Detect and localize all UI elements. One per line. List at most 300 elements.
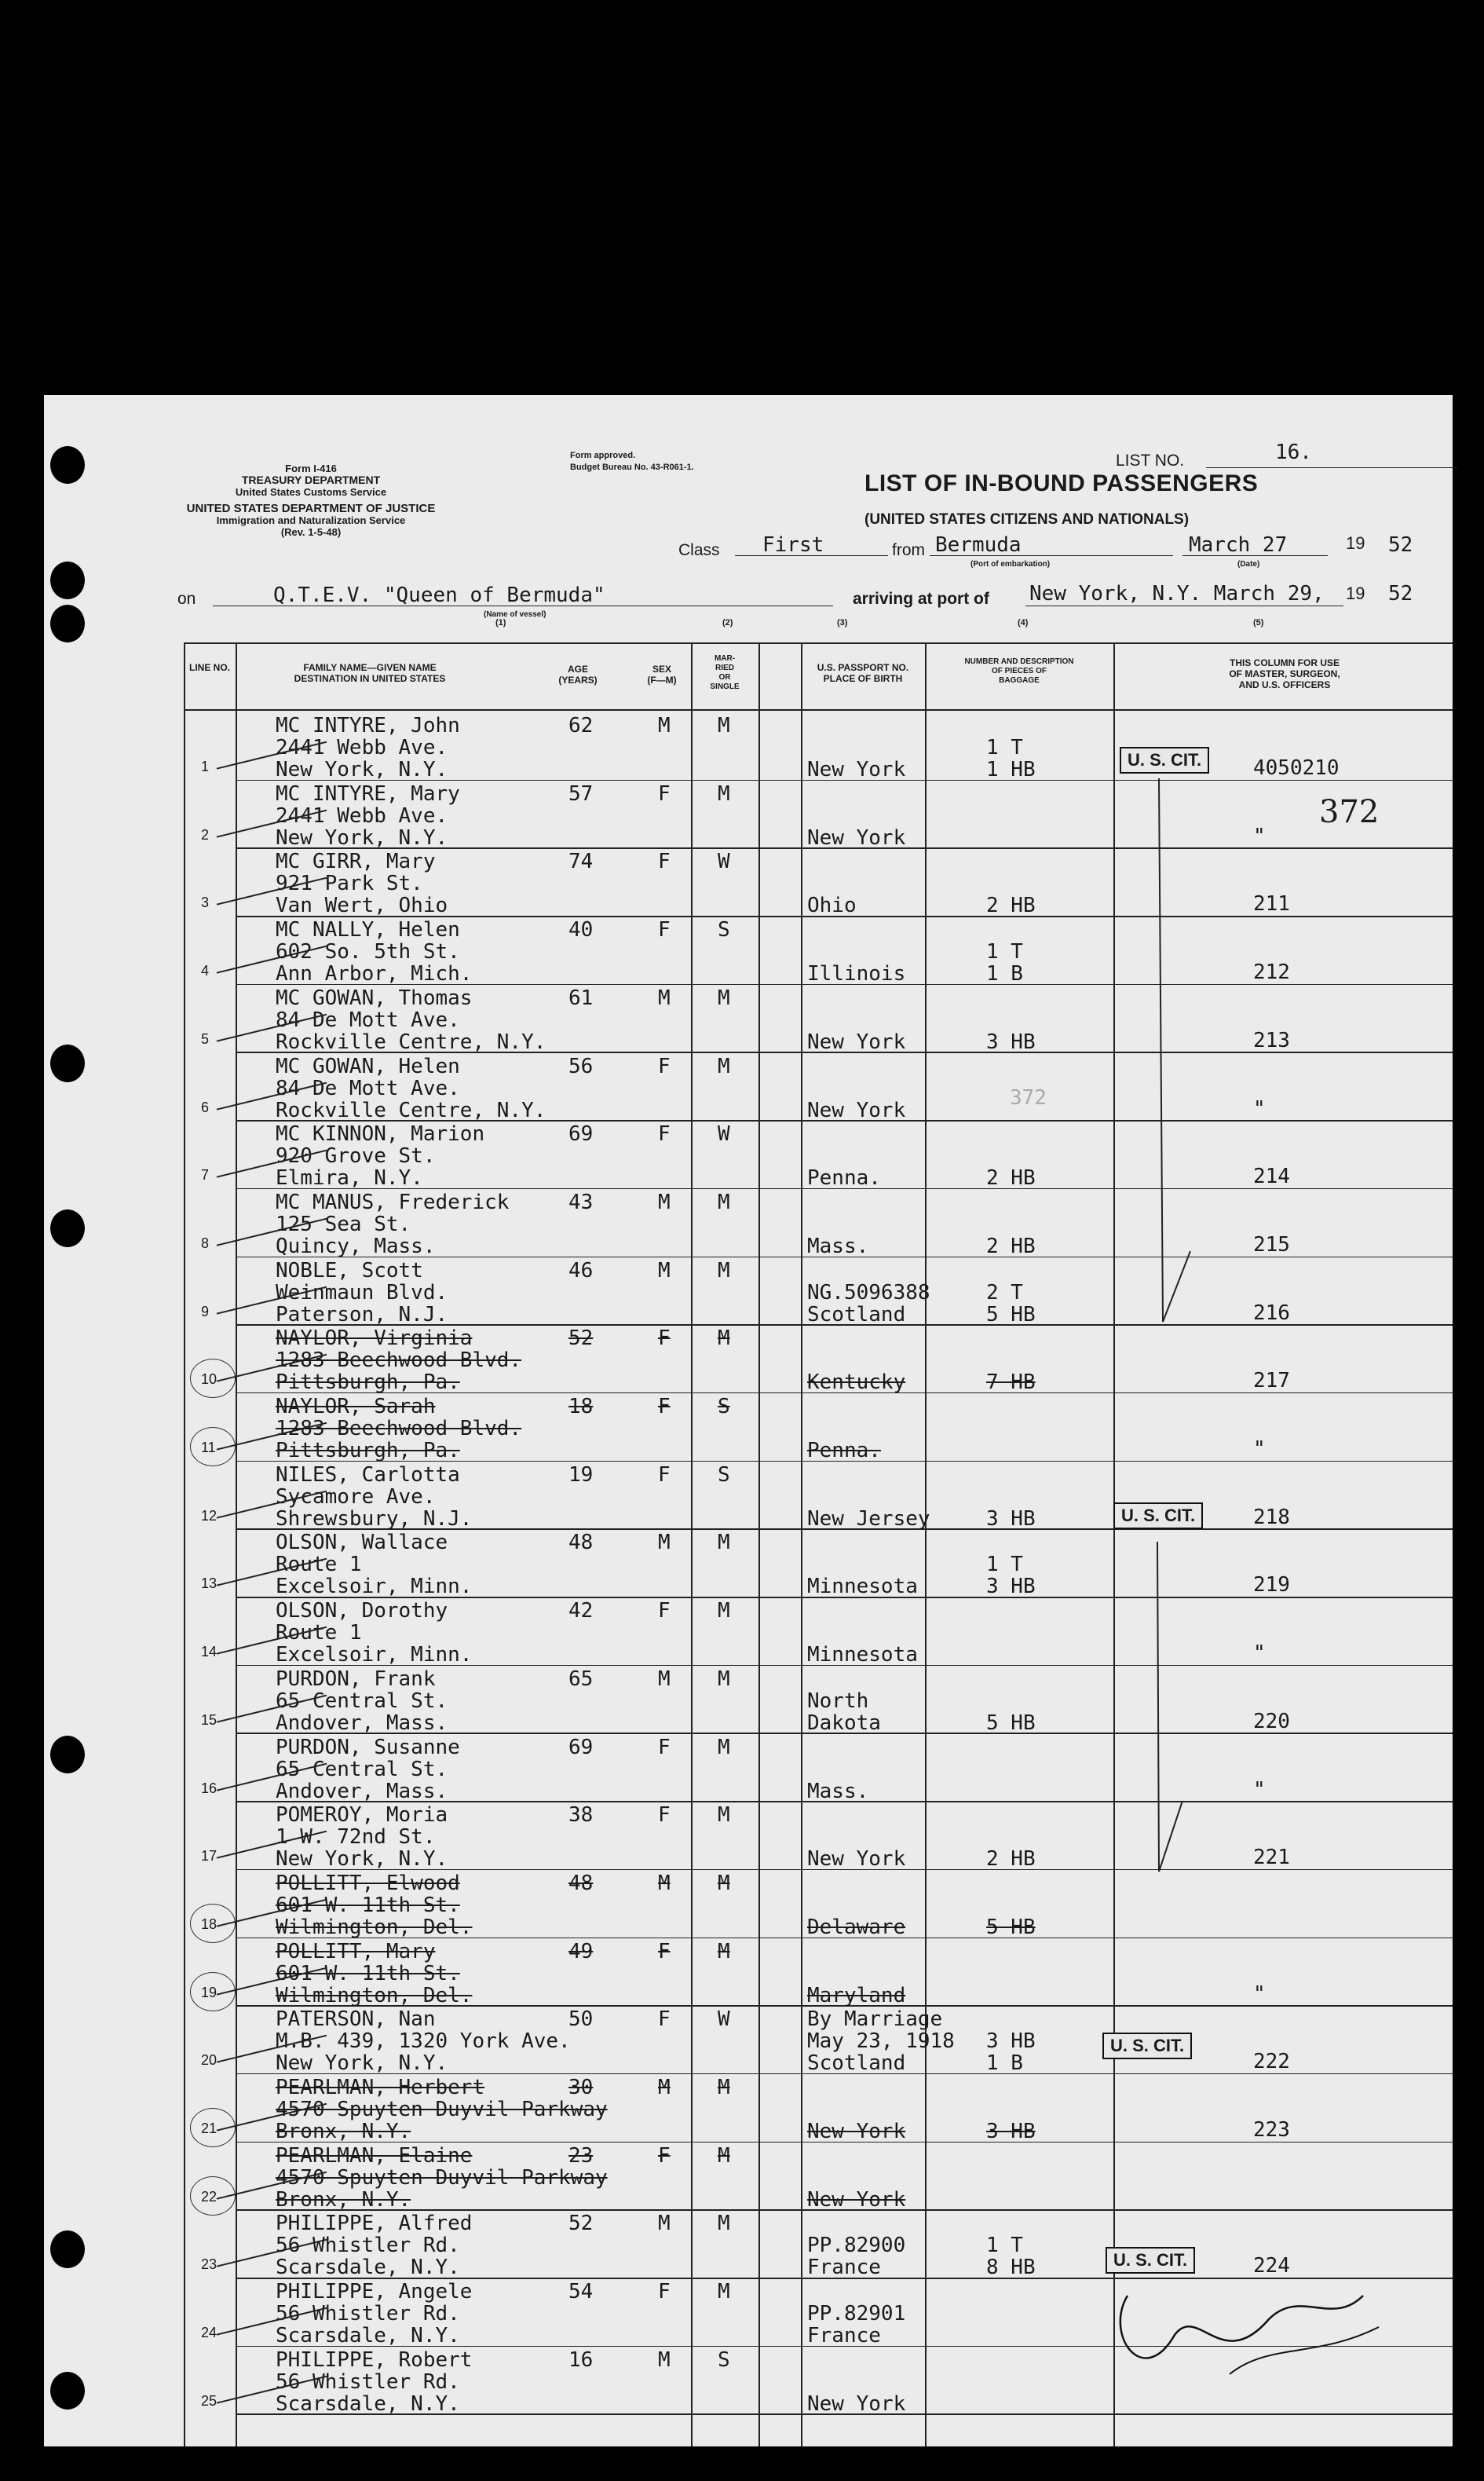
passenger-name-line: Pittsburgh, Pa. (276, 1439, 460, 1462)
sex-cell: F (658, 1939, 671, 1963)
passenger-name-line: 921 Park St. (276, 872, 423, 896)
marital-cell: M (718, 714, 730, 737)
officer-number: 211 (1253, 892, 1290, 917)
col-number: (4) (1018, 618, 1029, 628)
sex-cell: F (658, 1735, 671, 1759)
table-row (44, 1462, 1453, 1531)
line-number: 6 (201, 1099, 210, 1115)
row-tick-mark (209, 2075, 350, 2143)
handwritten-number: 372 (1319, 794, 1380, 830)
passenger-name-line: PEARLMAN, Herbert (276, 2076, 485, 2099)
marital-cell: M (718, 1054, 730, 1078)
row-tick-mark (209, 1190, 350, 1258)
faint-number: 372 (1010, 1086, 1047, 1110)
marital-cell: M (718, 2212, 730, 2236)
table-row (44, 1054, 1453, 1122)
birthplace-line: By Marriage (807, 2007, 943, 2032)
marital-cell: W (718, 2007, 730, 2032)
sex-cell: M (658, 986, 671, 1010)
baggage-line: 2 HB (986, 1847, 1036, 1872)
marital-cell: M (718, 1667, 730, 1691)
sex-cell: F (658, 918, 671, 942)
line-number: 21 (201, 2121, 217, 2136)
passenger-name-line: Weinmaun Blvd. (276, 1280, 448, 1305)
birthplace-line: Mass. (807, 1234, 869, 1258)
baggage-line: 1 T (986, 940, 1023, 964)
col-header-officers: THIS COLUMN FOR USE OF MASTER, SURGEON, AND U.S. OFFICERS (1229, 657, 1340, 690)
binder-hole (50, 1045, 85, 1082)
officer-number: 214 (1253, 1165, 1290, 1189)
sex-cell: F (658, 2280, 671, 2304)
page-title: LIST OF IN-BOUND PASSENGERS (864, 470, 1259, 496)
birthplace-line: New York (807, 2391, 906, 2416)
birthplace-line: New Jersey (807, 1506, 930, 1531)
passenger-name-line: 1 W. 72nd St. (276, 1825, 436, 1850)
baggage-line: 1 T (986, 736, 1023, 759)
table-row (44, 1258, 1453, 1326)
col-header-sex: SEX (F—M) (647, 664, 677, 686)
officer-number: 219 (1253, 1573, 1290, 1597)
col-header-name: FAMILY NAME—GIVEN NAME DESTINATION IN UNITED STATES (294, 662, 446, 684)
form-line: TREASURY DEPARTMENT (241, 474, 381, 486)
sex-cell: F (658, 1326, 671, 1351)
passenger-name-line: POLLITT, Mary (276, 1939, 436, 1963)
row-tick-mark (209, 1394, 350, 1462)
passenger-name-line: POLLITT, Elwood (276, 1871, 460, 1895)
birthplace-line: Penna. (807, 1166, 881, 1191)
passenger-name-line: MC KINNON, Marion (276, 1122, 485, 1147)
passenger-name-line: Bronx, N.Y. (276, 2120, 411, 2143)
passenger-name-line: Scarsdale, N.Y. (276, 2391, 460, 2416)
marital-cell: M (718, 781, 730, 806)
age-cell: 48 (568, 1871, 594, 1895)
passenger-name-line: New York, N.Y. (276, 825, 448, 850)
marital-cell: S (718, 918, 730, 942)
passenger-name-line: MC NALLY, Helen (276, 918, 460, 942)
passenger-name-line: PURDON, Frank (276, 1667, 436, 1691)
baggage-line: 3 HB (986, 2029, 1036, 2054)
col-header-passport: U.S. PASSPORT NO. PLACE OF BIRTH (817, 662, 909, 684)
birthplace-line: New York (807, 758, 906, 781)
marital-cell: M (718, 986, 730, 1010)
col-number: (2) (722, 618, 733, 628)
passenger-name-line: Paterson, N.J. (276, 1302, 448, 1326)
row-tick-mark (209, 1122, 350, 1190)
passenger-name-line: New York, N.Y. (276, 1847, 448, 1872)
table-row (44, 1735, 1453, 1803)
marital-cell: W (718, 1122, 730, 1147)
on-label: on (177, 590, 196, 608)
year-value-1: 52 (1388, 533, 1413, 557)
marital-cell: M (718, 1803, 730, 1828)
birthplace-line: Scotland (807, 1302, 906, 1326)
birthplace-line: New York (807, 1030, 906, 1054)
officer-number: 215 (1253, 1232, 1290, 1257)
table-row (44, 986, 1453, 1054)
age-cell: 43 (568, 1190, 594, 1214)
line-number: 19 (201, 1984, 217, 2000)
sex-cell: M (658, 2347, 671, 2372)
form-approved-line: Budget Bureau No. 43-R061-1. (570, 463, 694, 472)
line-number: 20 (201, 2052, 217, 2069)
page-subtitle: (UNITED STATES CITIZENS AND NATIONALS) (864, 511, 1190, 528)
age-cell: 19 (568, 1462, 594, 1487)
birthplace-line: Mass. (807, 1779, 869, 1803)
table-row (44, 1530, 1453, 1598)
sex-cell: M (658, 1871, 671, 1895)
us-citizen-stamp: U. S. CIT. (1106, 2247, 1195, 2274)
sex-cell: F (658, 2143, 671, 2168)
line-number: 1 (201, 759, 210, 774)
passenger-name-line: MC MANUS, Frederick (276, 1190, 510, 1214)
table-row (44, 1326, 1453, 1394)
age-cell: 62 (568, 714, 594, 737)
list-no-label: LIST NO. (1116, 452, 1185, 470)
year-value-2: 52 (1388, 582, 1413, 606)
age-cell: 49 (568, 1939, 594, 1963)
sex-cell: F (658, 850, 671, 874)
marital-cell: M (718, 1735, 730, 1759)
line-number: 24 (201, 2325, 217, 2341)
port-caption: (Port of embarkation) (970, 560, 1051, 569)
sex-cell: F (658, 781, 671, 806)
line-number: 5 (201, 1030, 210, 1047)
table-header-border (184, 709, 1453, 711)
officer-number: 216 (1253, 1301, 1290, 1325)
sex-cell: F (658, 1122, 671, 1147)
passenger-name-line: Andover, Mass. (276, 1711, 448, 1735)
arrival-port-date: New York, N.Y. March 29, (1029, 582, 1325, 606)
sex-cell: F (658, 1803, 671, 1828)
passenger-name-line: MC INTYRE, Mary (276, 781, 460, 806)
officer-number: 220 (1253, 1709, 1290, 1733)
line-number: 8 (201, 1235, 210, 1251)
passenger-name-line: 920 Grove St. (276, 1144, 436, 1169)
passenger-name-line: Excelsoir, Minn. (276, 1643, 473, 1667)
passenger-name-line: Rockville Centre, N.Y. (276, 1098, 546, 1122)
passenger-name-line: MC INTYRE, John (276, 714, 460, 737)
line-number: 22 (201, 2188, 217, 2205)
col-header-age: AGE (YEARS) (558, 664, 598, 686)
passenger-name-line: M.B. 439, 1320 York Ave. (276, 2029, 571, 2054)
birthplace-line: Illinois (807, 962, 906, 986)
table-row (44, 849, 1453, 917)
row-tick-mark (209, 2347, 350, 2416)
birthplace-line: NG.5096388 (807, 1280, 930, 1305)
passenger-name-line: 4570 Spuyten Duyvil Parkway (276, 2165, 608, 2190)
col-number: (5) (1253, 618, 1264, 628)
passenger-name-line: PATERSON, Nan (276, 2007, 436, 2032)
birthplace-line: New York (807, 2187, 906, 2212)
from-value: Bermuda (935, 533, 1022, 557)
age-cell: 57 (568, 781, 594, 806)
passenger-name-line: OLSON, Dorothy (276, 1599, 448, 1623)
year-prefix-2: 19 (1346, 584, 1365, 603)
passenger-name-line: 56 Whistler Rd. (276, 2369, 460, 2394)
table-row (44, 2143, 1453, 2212)
table-row (44, 1122, 1453, 1190)
passenger-name-line: Elmira, N.Y. (276, 1166, 423, 1191)
form-line: Form I-416 (285, 463, 337, 474)
passenger-name-line: Route 1 (276, 1621, 362, 1645)
officer-number: 218 (1253, 1505, 1290, 1529)
passenger-name-line: POMEROY, Moria (276, 1803, 448, 1828)
col-header-baggage: NUMBER AND DESCRIPTION OF PIECES OF BAGGAGE (964, 657, 1074, 685)
age-cell: 74 (568, 850, 594, 874)
date-value: March 27 (1189, 533, 1288, 557)
passenger-name-line: PHILIPPE, Angele (276, 2280, 473, 2304)
line-number: 16 (201, 1780, 217, 1796)
us-citizen-stamp: U. S. CIT. (1102, 2033, 1192, 2059)
table-row (44, 713, 1453, 781)
sex-cell: M (658, 714, 671, 737)
birthplace-line: PP.82900 (807, 2234, 906, 2258)
col-number: (1) (495, 618, 506, 628)
passenger-name-line: Wilmington, Del. (276, 1983, 473, 2007)
passenger-name-line: MC GIRR, Mary (276, 850, 436, 874)
from-label: from (892, 541, 925, 559)
passenger-name-line: Scarsdale, N.Y. (276, 2256, 460, 2280)
line-number: 25 (201, 2392, 217, 2409)
line-number: 3 (201, 895, 210, 911)
row-tick-mark (209, 917, 350, 986)
marital-cell: M (718, 1258, 730, 1283)
officer-number: 212 (1253, 961, 1290, 985)
line-number: 14 (201, 1644, 217, 1660)
passenger-name-line: MC GOWAN, Thomas (276, 986, 473, 1010)
table-row (44, 2211, 1453, 2279)
row-tick-mark (209, 2279, 350, 2347)
passenger-name-line: OLSON, Wallace (276, 1531, 448, 1555)
birthplace-line: France (807, 2324, 881, 2348)
date-caption: (Date) (1237, 560, 1260, 569)
marital-cell: S (718, 2347, 730, 2372)
sex-cell: F (658, 2007, 671, 2032)
passenger-name-line: 56 Whistler Rd. (276, 2302, 460, 2326)
marital-cell: M (718, 2143, 730, 2168)
sex-cell: F (658, 1462, 671, 1487)
passenger-name-line: Pittsburgh, Pa. (276, 1370, 460, 1395)
age-cell: 65 (568, 1667, 594, 1691)
row-tick-mark (209, 2211, 350, 2279)
birthplace-line: Delaware (807, 1915, 906, 1939)
line-number: 11 (201, 1440, 216, 1455)
passenger-name-line: 602 So. 5th St. (276, 940, 460, 964)
age-cell: 52 (568, 2212, 594, 2236)
age-cell: 38 (568, 1803, 594, 1828)
baggage-line: 5 HB (986, 1915, 1036, 1939)
passenger-name-line: NAYLOR, Virginia (276, 1326, 473, 1351)
binder-hole (50, 2372, 85, 2410)
birthplace-line: Minnesota (807, 1643, 918, 1667)
row-tick-mark (209, 1054, 350, 1122)
list-no-underline (1206, 467, 1457, 468)
passenger-name-line: Wilmington, Del. (276, 1915, 473, 1939)
birthplace-line: New York (807, 1847, 906, 1872)
us-citizen-stamp: U. S. CIT. (1113, 1502, 1203, 1529)
officer-number: " (1253, 1096, 1266, 1121)
binder-hole (50, 1736, 85, 1773)
row-tick-mark (209, 1258, 350, 1326)
passenger-name-line: NAYLOR, Sarah (276, 1395, 436, 1418)
binder-hole (50, 446, 85, 484)
vessel-caption: (Name of vessel) (484, 610, 546, 619)
officer-number: " (1253, 1437, 1266, 1461)
birthplace-line: Maryland (807, 1983, 906, 2007)
baggage-line: 2 HB (986, 1234, 1036, 1258)
passenger-name-line: 601 W. 11th St. (276, 1961, 460, 1985)
passenger-name-line: NOBLE, Scott (276, 1258, 423, 1283)
passenger-name-line: Quincy, Mass. (276, 1234, 436, 1258)
passenger-name-line: 1283 Beechwood Blvd. (276, 1417, 522, 1440)
birthplace-line: New York (807, 825, 906, 850)
col-header-line: LINE NO. (188, 662, 230, 673)
birthplace-line: Dakota (807, 1711, 881, 1735)
row-tick-mark (209, 1530, 350, 1598)
passenger-name-line: New York, N.Y. (276, 758, 448, 781)
baggage-line: 2 HB (986, 894, 1036, 918)
binder-hole (50, 605, 85, 642)
passenger-name-line: Ann Arbor, Mich. (276, 962, 473, 986)
year-prefix-1: 19 (1346, 533, 1365, 553)
binder-hole (50, 1209, 85, 1247)
baggage-line: 7 HB (986, 1370, 1036, 1395)
officer-number: 217 (1253, 1369, 1290, 1393)
marital-cell: M (718, 1871, 730, 1895)
manifest-page (44, 395, 1453, 2446)
marital-cell: S (718, 1462, 730, 1487)
marital-cell: M (718, 1326, 730, 1351)
passenger-name-line: 65 Central St. (276, 1689, 448, 1713)
officer-number: 4050210 (1253, 756, 1340, 780)
age-cell: 16 (568, 2347, 594, 2372)
baggage-line: 2 T (986, 1280, 1023, 1305)
baggage-line: 1 B (986, 962, 1023, 986)
passenger-name-line: 2441 Webb Ave. (276, 803, 448, 828)
vessel-name: Q.T.E.V. "Queen of Bermuda" (273, 584, 605, 607)
sex-cell: F (658, 1599, 671, 1623)
baggage-line: 1 T (986, 2234, 1023, 2258)
passenger-name-line: 84 De Mott Ave. (276, 1076, 460, 1100)
arriving-label: arriving at port of (853, 590, 989, 608)
row-tick-mark (209, 713, 350, 781)
row-tick-mark (209, 1735, 350, 1803)
form-line: (Rev. 1-5-48) (280, 526, 342, 538)
passenger-name-line: 4570 Spuyten Duyvil Parkway (276, 2098, 608, 2121)
sex-cell: F (658, 1395, 671, 1418)
row-tick-mark (209, 2007, 350, 2075)
age-cell: 42 (568, 1599, 594, 1623)
sex-cell: M (658, 1258, 671, 1283)
line-number: 7 (201, 1167, 210, 1184)
passenger-name-line: 56 Whistler Rd. (276, 2234, 460, 2258)
passenger-name-line: Rockville Centre, N.Y. (276, 1030, 546, 1054)
passenger-name-line: Bronx, N.Y. (276, 2187, 411, 2212)
officer-number: 213 (1253, 1028, 1290, 1052)
passenger-name-line: 84 De Mott Ave. (276, 1008, 460, 1032)
table-row (44, 1598, 1453, 1667)
birthplace-line: Kentucky (807, 1370, 906, 1395)
baggage-line: 3 HB (986, 1506, 1036, 1531)
age-cell: 69 (568, 1735, 594, 1759)
birthplace-line: France (807, 2256, 881, 2280)
table-row (44, 781, 1453, 850)
passenger-name-line: MC GOWAN, Helen (276, 1054, 460, 1078)
age-cell: 54 (568, 2280, 594, 2304)
line-number: 13 (201, 1575, 217, 1592)
officer-number: " (1253, 1982, 1266, 2006)
line-number: 9 (201, 1303, 210, 1319)
table-row (44, 1667, 1453, 1735)
birthplace-line: Ohio (807, 894, 857, 918)
row-tick-mark (209, 986, 350, 1054)
passenger-name-line: 1283 Beechwood Blvd. (276, 1348, 522, 1373)
baggage-line: 1 HB (986, 758, 1036, 781)
form-agency-block (177, 463, 444, 538)
age-cell: 18 (568, 1395, 594, 1418)
passenger-name-line: Excelsoir, Minn. (276, 1575, 473, 1599)
row-tick-mark (209, 849, 350, 917)
class-label: Class (678, 541, 720, 559)
table-row (44, 2007, 1453, 2075)
sex-cell: M (658, 1667, 671, 1691)
officer-number: " (1253, 1777, 1266, 1802)
birthplace-line: Scotland (807, 2051, 906, 2076)
birthplace-line: New York (807, 1098, 906, 1122)
passenger-name-line: PHILIPPE, Robert (276, 2347, 473, 2372)
sex-cell: M (658, 1531, 671, 1555)
form-approved-block (570, 450, 821, 474)
marital-cell: M (718, 2076, 730, 2099)
age-cell: 46 (568, 1258, 594, 1283)
age-cell: 69 (568, 1122, 594, 1147)
passenger-name-line: 65 Central St. (276, 1757, 448, 1781)
passenger-name-line: Route 1 (276, 1553, 362, 1577)
age-cell: 23 (568, 2143, 594, 2168)
list-no-value: 16. (1275, 441, 1312, 464)
row-tick-mark (209, 1667, 350, 1735)
sex-cell: M (658, 2076, 671, 2099)
sex-cell: M (658, 1190, 671, 1214)
table-row (44, 1871, 1453, 1939)
line-number: 10 (201, 1371, 217, 1388)
passenger-name-line: Van Wert, Ohio (276, 894, 448, 918)
table-row (44, 1939, 1453, 2007)
officer-number: 223 (1253, 2118, 1290, 2142)
birthplace-line: New York (807, 2120, 906, 2143)
form-line: Immigration and Naturalization Service (216, 514, 406, 526)
table-row (44, 2347, 1453, 2416)
marital-cell: M (718, 2280, 730, 2304)
passenger-name-line: Shrewsbury, N.J. (276, 1506, 473, 1531)
birthplace-line: PP.82901 (807, 2302, 906, 2326)
age-cell: 52 (568, 1326, 594, 1351)
marital-cell: M (718, 1939, 730, 1963)
passenger-name-line: New York, N.Y. (276, 2051, 448, 2076)
passenger-name-line: 601 W. 11th St. (276, 1893, 460, 1917)
col-header-married: MAR- RIED OR SINGLE (710, 654, 740, 691)
row-tick-mark (209, 1939, 350, 2007)
col-number: (3) (837, 618, 848, 628)
baggage-line: 3 HB (986, 1030, 1036, 1054)
officer-number: " (1253, 1641, 1266, 1666)
line-number: 18 (201, 1916, 217, 1932)
table-row (44, 917, 1453, 986)
officer-number: 224 (1253, 2254, 1290, 2278)
passenger-name-line: NILES, Carlotta (276, 1462, 460, 1487)
birthplace-line: Penna. (807, 1439, 881, 1462)
baggage-line: 1 T (986, 1553, 1023, 1577)
